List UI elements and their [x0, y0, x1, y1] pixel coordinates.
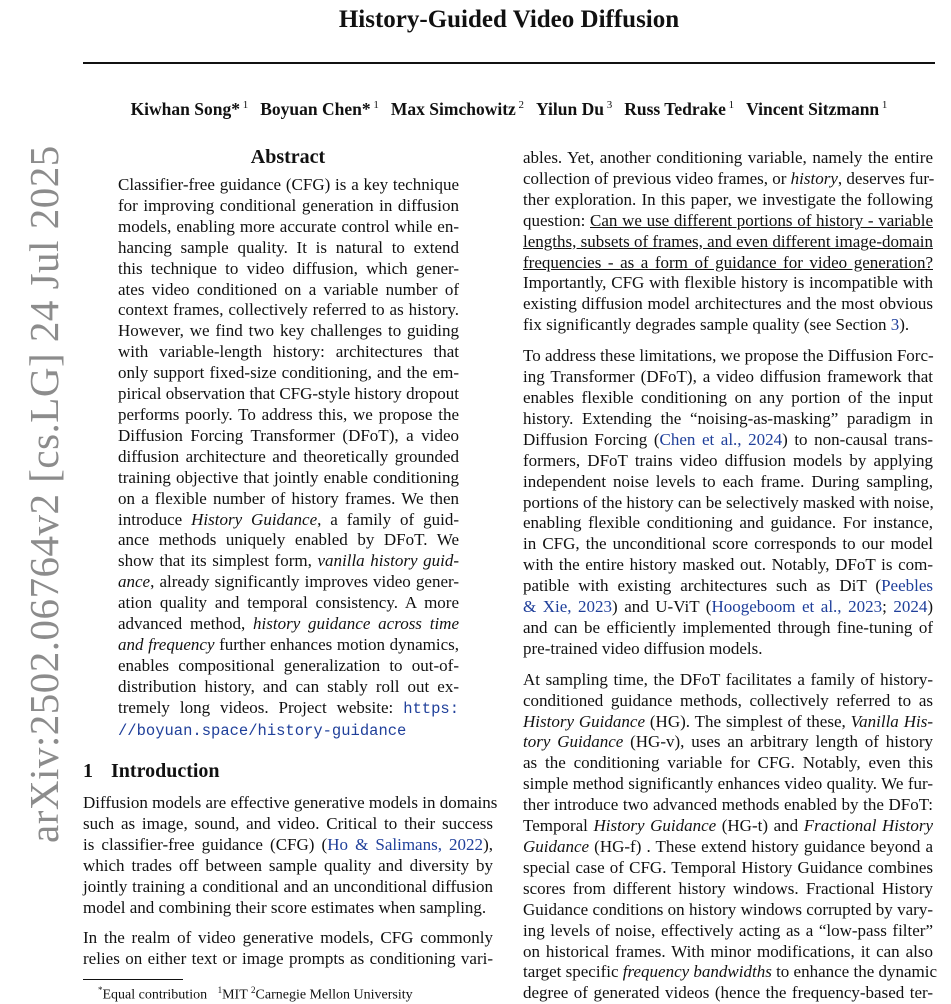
author-affiliation: 1 — [879, 99, 888, 112]
abstract-line: only support fixed-size conditioning, and the em- — [118, 363, 459, 383]
abstract-line: training objective that jointly enable conditioning — [118, 467, 459, 487]
section-heading-introduction — [83, 760, 220, 783]
paragraph-line: jointly training a conditional and an unconditional diffusion — [83, 876, 493, 896]
paper-title: History-Guided Video Diffusion — [338, 6, 680, 33]
author-name: Russ Tedrake $^1$ — [624, 99, 735, 119]
paragraph-line: history. Extending the “noising-as-masking” paradigm in — [523, 408, 933, 428]
abstract-line: ates video conditioned on a variable number of — [118, 279, 459, 299]
paragraph-line: ing levels of noise, effectively acting as a “low-pass filter” — [523, 920, 933, 940]
paragraph-line: model and combining their score estimates when sampling. — [83, 897, 487, 917]
abstract-line: this technique to video diffusion, which gener- — [118, 258, 459, 278]
paragraph-line: ther introduce two advanced methods enabled by the DFoT: — [523, 795, 933, 815]
paragraph-line: special case of CFG. Temporal History Guidance combines — [523, 857, 933, 877]
author-name: Max Simchowitz $^2$ — [390, 99, 525, 119]
introduction-left-column — [83, 793, 498, 970]
paragraph-line: as the conditioning variable for CFG. Notably, even this — [523, 753, 933, 773]
author-affiliation: 1 — [725, 99, 735, 112]
paragraph-line: scores from different history windows. Fractional History — [523, 878, 933, 898]
abstract-line: ance, already significantly improves video gener- — [118, 572, 459, 592]
abstract-line: Diffusion Forcing Transformer (DFoT), a video — [118, 425, 459, 445]
title-rule — [83, 62, 935, 64]
author-affiliation: 1 — [370, 99, 379, 112]
abstract-body — [118, 175, 459, 741]
paragraph-line: To address these limitations, we propose the Diffusion Forc- — [523, 346, 934, 366]
author-affiliation: 3 — [603, 99, 613, 112]
paragraph-line: History Guidance (HG). The simplest of these, Vanilla His- — [523, 711, 933, 731]
paragraph-line: enabling flexible conditioning and guidance. For instance, — [523, 513, 933, 533]
footnote: *Equal contribution $^1$MIT $^2$Carnegie Mellon University — [98, 985, 413, 1003]
paragraph-line: which trades off between sample quality and diversity by — [83, 855, 493, 875]
paragraph-line: independent noise levels to each frame. During sampling, — [523, 471, 933, 491]
paragraph-line: Guidance conditions on history windows corrupted by vary- — [523, 899, 933, 919]
abstract-line: for improving conditional generation in diffusion — [118, 195, 459, 215]
paragraph-line: simple method significantly enhances video quality. We fur- — [523, 774, 933, 794]
paragraph-line: portions of the history can be selectively masked with noise, — [523, 492, 934, 512]
abstract-line: show that its simplest form, vanilla history guid- — [118, 551, 459, 571]
abstract-line: Classifier-free guidance (CFG) is a key technique — [118, 175, 459, 194]
author-name: Vincent Sitzmann $^1$ — [746, 99, 888, 119]
author-name: Yilun Du $^3$ — [536, 99, 613, 119]
paragraph-line: enables flexible conditioning on any portion of the input — [523, 387, 933, 407]
abstract-line: on a flexible number of history frames. We then — [118, 488, 459, 508]
paragraph-line: pre-trained video diffusion models. — [523, 638, 763, 658]
paragraph-line: ables. Yet, another conditioning variable, namely the entire — [523, 148, 933, 167]
paragraph-line: question: Can we use different portions of history - variable — [523, 210, 933, 230]
abstract-line: distribution history, and can stably roll out ex- — [118, 676, 459, 696]
author-list — [83, 99, 935, 120]
paragraph-line: degree of generated videos (hence the frequency-based ter- — [523, 983, 933, 1003]
section-title: Introduction — [111, 760, 220, 782]
abstract-line: diffusion architecture and theoretically grounded — [118, 446, 459, 466]
abstract-line: enables compositional generalization to out-of- — [118, 655, 459, 675]
paragraph-line: At sampling time, the DFoT facilitates a family of history- — [523, 669, 933, 689]
abstract-line: advanced method, history guidance across time — [118, 614, 459, 634]
paragraph-line: such as image, sound, and video. Critical to their success — [83, 813, 493, 833]
paragraph-line: frequencies - as a form of guidance for video generation? — [523, 252, 933, 272]
paragraph-line: conditioned guidance methods, collectively referred to as — [523, 690, 933, 710]
author-affiliation: 1 — [239, 99, 249, 112]
abstract-line: and frequency further enhances motion dynamics, — [118, 634, 460, 654]
footnote-rule — [83, 979, 183, 980]
paragraph-line: formers, DFoT trains video diffusion models by applying — [523, 450, 933, 470]
abstract-line: ance methods uniquely enabled by DFoT. We — [118, 530, 459, 550]
author-name: Boyuan Chen* $^1$ — [260, 99, 379, 119]
paragraph-line: tory Guidance (HG-v), uses an arbitrary length of history — [523, 732, 933, 752]
paragraph-line: Diffusion models are effective generative models in domains — [83, 793, 498, 812]
abstract-line: ation quality and temporal consistency. A more — [118, 593, 459, 613]
abstract-line: context frames, collectively referred to as history. — [118, 300, 459, 320]
paragraph-line: on historical frames. With minor modifications, it can also — [523, 941, 933, 961]
paragraph-line: patible with existing architectures such as DiT (Peebles — [523, 576, 933, 596]
abstract-line: models, enabling more accurate control while en- — [118, 216, 459, 236]
paragraph-line: target specific frequency bandwidths to enhance the dynamic — [523, 962, 938, 982]
paragraph-line: and can be efficiently implemented through fine-tuning of — [523, 617, 933, 637]
abstract-line: pirical observation that CFG-style history dropout — [118, 384, 459, 404]
author-name: Kiwhan Song* $^1$ — [130, 99, 249, 119]
paragraph-line: existing diffusion model architectures and the most obvious — [523, 294, 933, 314]
paragraph-line: ing Transformer (DFoT), a video diffusion framework that — [523, 367, 933, 387]
abstract-line: hancing sample quality. It is natural to extend — [118, 237, 459, 257]
abstract-line: tremely long videos. Project website: https: — [118, 697, 459, 718]
introduction-right-column — [523, 148, 938, 1004]
abstract-line: introduce History Guidance, a family of guid- — [118, 509, 460, 529]
abstract-heading: Abstract — [250, 146, 326, 168]
paragraph-line: Importantly, CFG with flexible history is incompatible with — [523, 273, 933, 293]
paragraph-line: ther exploration. In this paper, we investigate the following — [523, 189, 933, 209]
paragraph-line: In the realm of video generative models, CFG commonly — [83, 928, 493, 948]
abstract-line: with variable-length history: architectures that — [118, 342, 459, 362]
paragraph-line: in CFG, the unconditional score corresponds to our model — [523, 534, 933, 554]
section-number: 1 — [83, 760, 93, 782]
abstract-line: performs poorly. To address this, we propose the — [118, 404, 459, 424]
paragraph-line: Diffusion Forcing (Chen et al., 2024) to non-causal trans- — [523, 429, 934, 449]
project-website-link[interactable]: //boyuan.space/history-guidance — [118, 721, 407, 740]
paragraph-line: Guidance (HG-f) . These extend history guidance beyond a — [523, 837, 933, 856]
paragraph-line: lengths, subsets of frames, and even different image-domain — [523, 231, 933, 251]
author-affiliation: 2 — [515, 99, 525, 112]
paragraph-line: & Xie, 2023) and U-ViT (Hoogeboom et al., 2023; 2024) — [523, 597, 933, 617]
abstract-line: However, we find two key challenges to guiding — [118, 321, 459, 341]
arxiv-identifier: arXiv:2502.06764v2 [cs.LG] 24 Jul 2025 — [21, 145, 67, 843]
paragraph-line: is classifier-free guidance (CFG) (Ho & Salimans, 2022), — [83, 834, 493, 854]
paragraph-line: fix significantly degrades sample quality (see Section 3). — [523, 315, 910, 335]
paragraph-line: relies on either text or image prompts as conditioning vari- — [83, 949, 493, 969]
paragraph-line: Temporal History Guidance (HG-t) and Fractional History — [523, 816, 934, 836]
paragraph-line: collection of previous video frames, or history, deserves fur- — [523, 168, 935, 188]
paragraph-line: with the entire history masked out. Notably, DFoT is com- — [523, 555, 933, 575]
